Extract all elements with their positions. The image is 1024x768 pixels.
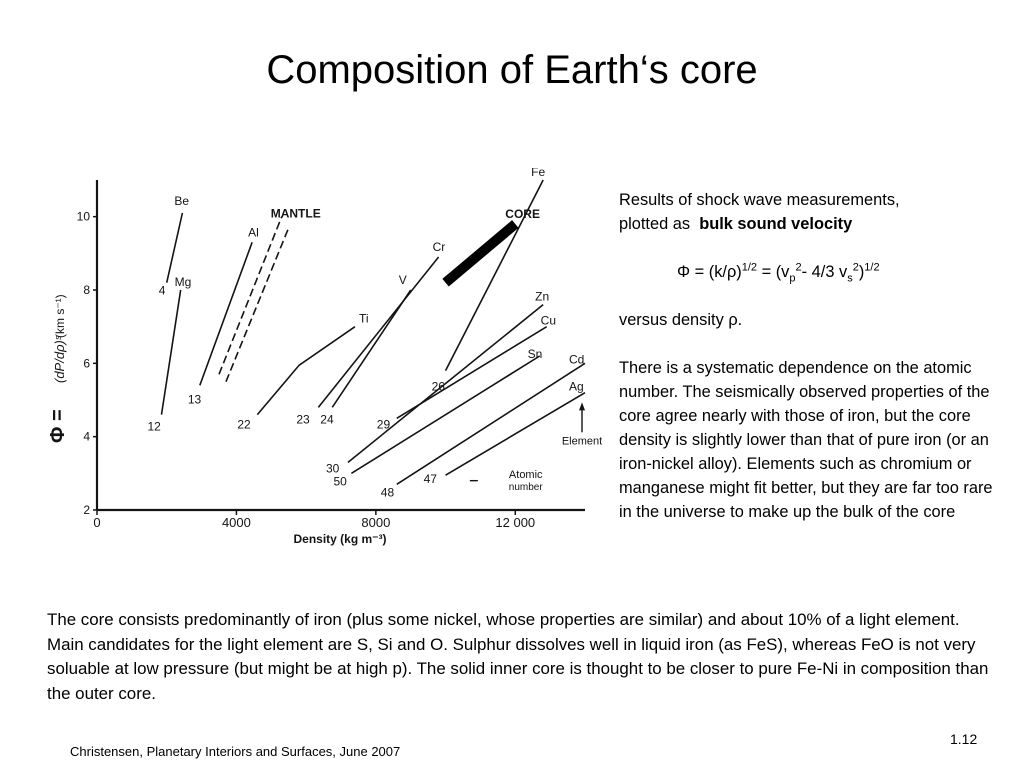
series-line-zn: [348, 305, 543, 463]
y-axis-expression: (dP/dρ)ˢ: [52, 335, 67, 383]
element-label-v: V: [398, 273, 407, 287]
element-label-al: Al: [248, 225, 259, 240]
formula-exp: 2: [852, 261, 859, 274]
formula-exp: 1/2: [741, 261, 758, 274]
formula-exp: 1/2: [864, 261, 880, 274]
series-line-cd: [397, 363, 585, 487]
chart-svg: [40, 168, 615, 563]
slide-number: 1.12: [950, 731, 978, 747]
y-tick-label: 2: [83, 503, 90, 517]
element-label-mg: Mg: [174, 275, 192, 289]
atomic-number-zn: 30: [325, 461, 340, 476]
formula-part: ): [858, 263, 865, 281]
atomic-number-ti: 22: [237, 417, 251, 432]
formula-sub: s: [847, 272, 853, 285]
element-label-zn: Zn: [535, 289, 550, 304]
series-line-mg: [161, 290, 180, 415]
element-label-be: Be: [174, 194, 190, 208]
y-tick-label: 8: [83, 283, 90, 297]
element-arrow-head: [579, 402, 585, 410]
side-line-2-prefix: plotted as: [619, 215, 691, 233]
series-line-sn: [351, 356, 539, 473]
y-tick-label: 10: [76, 209, 90, 224]
side-line-2: [619, 212, 999, 236]
element-label-cr: Cr: [432, 240, 446, 254]
atomic-number-al: 13: [187, 392, 202, 407]
atomic-annotation-1: Atomic: [508, 469, 543, 481]
atomic-number-cu: 29: [376, 417, 391, 432]
bulk-sound-velocity-label: bulk sound velocity: [699, 215, 853, 233]
x-tick-label: 4000: [221, 515, 251, 530]
mantle-line-2: [226, 228, 289, 382]
core-label: CORE: [505, 207, 540, 221]
side-panel: [619, 188, 999, 524]
footer-citation: Christensen, Planetary Interiors and Surfaces, June 2007: [70, 744, 401, 759]
atomic-number-fe: 26: [431, 379, 445, 394]
slide-title: Composition of Earth‘s core: [266, 48, 758, 92]
atomic-annotation-2: number: [508, 482, 543, 493]
x-tick-label: 12 000: [495, 515, 536, 530]
formula-part: = (v: [757, 263, 790, 281]
series-line-cu: [397, 327, 547, 419]
series-line-al: [200, 242, 252, 385]
element-annotation: Element: [561, 435, 603, 448]
element-label-cd: Cd: [569, 352, 585, 367]
formula-sub: p: [789, 272, 796, 285]
series-line-cr: [318, 257, 438, 407]
mantle-line-1: [219, 217, 282, 375]
y-axis-symbol: Φ =: [47, 409, 69, 443]
formula-part: Φ = (k/ρ): [677, 263, 742, 281]
atomic-number-be: 4: [158, 283, 166, 298]
mantle-label: MANTLE: [270, 206, 321, 221]
series-line-be: [167, 213, 183, 283]
atomic-number-mg: 12: [147, 419, 161, 434]
bottom-paragraph: The core consists predominantly of iron (plus some nickel, whose properties are similar) and about 10% of a light element. Main candidates for the light element are S, Si and O. Sulphur dissolves well in liquid iron (as FeS), whereas FeO is not very soluable at low pressure (but might be at high p). The solid inner core is thought to be closer to pure Fe-Ni in composition than the outer core.: [47, 610, 989, 703]
x-tick-label: 0: [93, 515, 101, 530]
atomic-number-cr: 23: [296, 412, 310, 427]
series-line-ag: [446, 393, 585, 475]
element-label-ag: Ag: [569, 379, 584, 394]
side-line-1: Results of shock wave measurements,: [619, 191, 900, 209]
density-velocity-chart: [40, 168, 615, 563]
element-label-sn: Sn: [527, 347, 543, 361]
atomic-number-sn: 50: [333, 474, 347, 489]
x-tick-label: 8000: [361, 515, 391, 530]
series-line-ti: [257, 327, 355, 415]
phi-formula: [619, 260, 999, 284]
side-paragraph: There is a systematic dependence on the atomic number. The seismically observed properties of the core agree nearly with those of iron, but the core density is slightly lower than that of pure iron (or an iron-nickel alloy). Elements such as chromium or manganese might fit better, but they are far too rare in the universe to make up the bulk of the core: [619, 359, 993, 521]
versus-density-line: versus density ρ.: [619, 311, 743, 329]
y-tick-label: 4: [83, 429, 90, 444]
atomic-number-cd: 48: [380, 485, 395, 500]
x-axis-label: Density (kg m⁻³): [293, 532, 387, 546]
atomic-number-v: 24: [320, 412, 334, 427]
formula-part: - 4/3 v: [801, 263, 848, 281]
y-axis-label: (km s⁻¹): [53, 294, 67, 338]
element-label-fe: Fe: [531, 168, 546, 179]
atomic-number-ag: 47: [423, 472, 437, 487]
element-label-ti: Ti: [358, 311, 369, 326]
formula-exp: 2: [795, 261, 802, 274]
element-label-cu: Cu: [540, 313, 557, 328]
y-tick-label: 6: [83, 356, 90, 371]
